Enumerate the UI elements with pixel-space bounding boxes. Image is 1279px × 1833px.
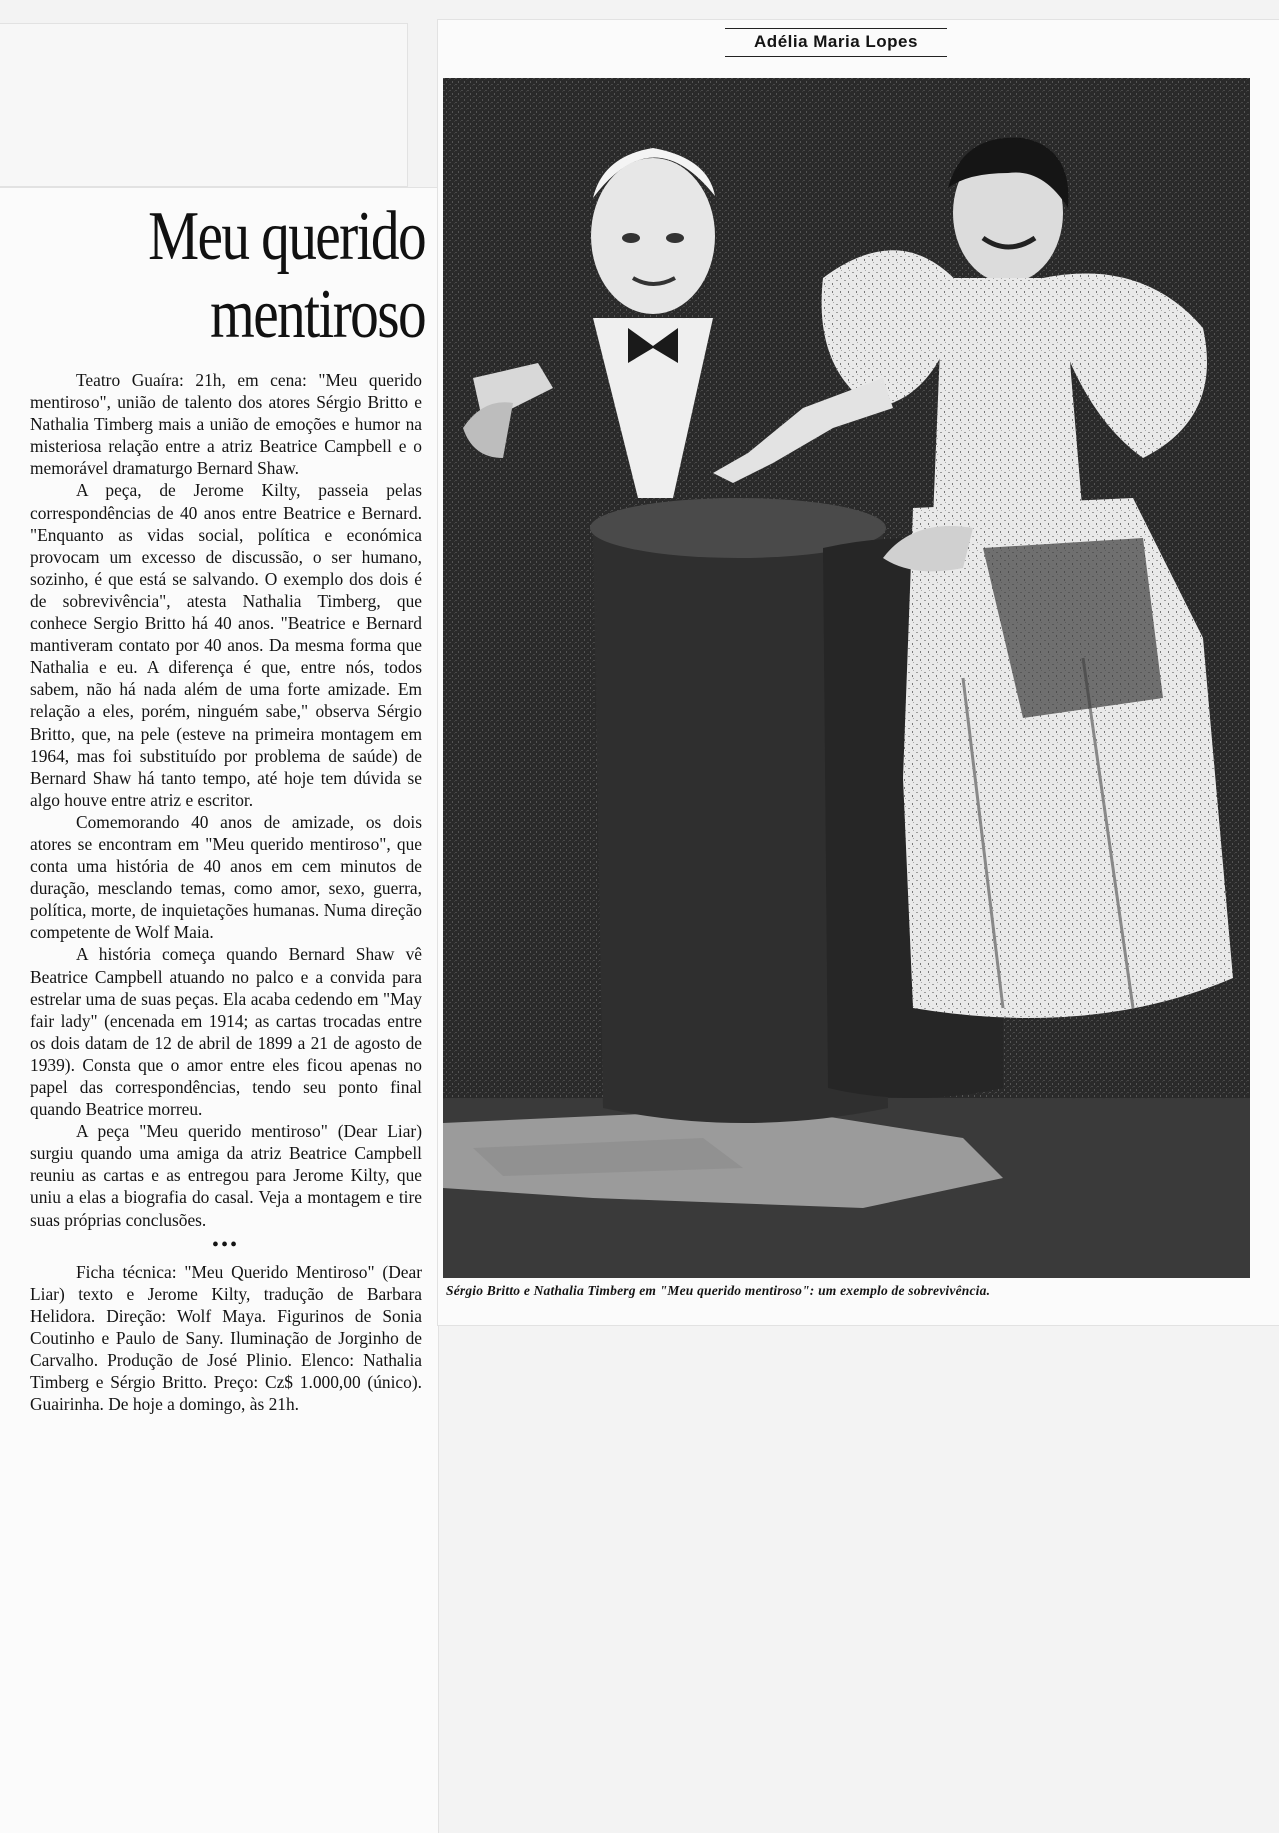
headline-line-2: mentiroso	[210, 276, 425, 353]
article-paragraph: A história começa quando Bernard Shaw vê Beatrice Campbell atuando no palco e a convida para estrelar uma de suas peças. Ela acaba cedendo em "May fair lady" (encenada em 1914; as cartas trocadas entre os dois datam de 12 de abril de 1899 a 21 de agosto de 1939). Consta que o amor entre eles ficou apenas no papel das correspondências, tendo seu ponto final quando Beatrice morreu.	[30, 944, 422, 1120]
article-body	[30, 369, 422, 1415]
headline	[126, 198, 425, 354]
article-paragraph: Comemorando 40 anos de amizade, os dois atores se encontram em "Meu querido mentiroso", que conta uma história de 40 anos em cem minutos de duração, mesclando temas, como amor, sexo, guerra, política, morte, de inquietações humanas. Numa direção competente de Wolf Maia.	[30, 811, 422, 943]
section-separator: •••	[212, 1233, 240, 1254]
stage-photo	[443, 78, 1250, 1278]
byline: Adélia Maria Lopes	[725, 28, 947, 57]
photo-caption: Sérgio Britto e Nathalia Timberg em "Meu querido mentiroso": um exemplo de sobrevivência.	[446, 1283, 991, 1298]
headline-line-1: Meu querido	[148, 198, 425, 275]
article-paragraph: A peça, de Jerome Kilty, passeia pelas correspondências de 40 anos entre Beatrice e Bernard. "Enquanto as vidas social, política e económica provocam um excesso de discussão, o ser humano, sozinho, é que está se salvando. O exemplo dos dois é de sobrevivência", atesta Nathalia Timberg, que conhece Sergio Britto há 40 anos. "Beatrice e Bernard mantiveram contato por 40 anos. Da mesma forma que Nathalia e eu. A diferença é que, entre nós, todos sabem, não há nada além de uma forte amizade. Em relação a eles, porém, ninguém sabe," observa Sérgio Britto, que, na pele (esteve na primeira montagem em 1964, mas foi substituído por problema de saúde) de Bernard Shaw há tanto tempo, até hoje tem dúvida se algo houve entre atriz e escritor.	[30, 480, 422, 810]
article-paragraph: Teatro Guaíra: 21h, em cena: "Meu querido mentiroso", união de talento dos atores Sérgio Britto e Nathalia Timberg mais a união de emoções e humor na misteriosa relação entre a atriz Beatrice Campbell e o memorável dramaturgo Bernard Shaw.	[30, 370, 422, 479]
article-paragraph: A peça "Meu querido mentiroso" (Dear Liar) surgiu quando uma amiga da atriz Beatrice Campbell reuniu as cartas e as entregou para Jerome Kilty, que uniu a elas a biografia do casal. Veja a montagem e tire suas próprias conclusões.	[30, 1121, 422, 1230]
clipping-top-blank	[0, 24, 407, 186]
stage-photo-illustration	[443, 78, 1250, 1278]
technical-sheet: Ficha técnica: "Meu Querido Mentiroso" (Dear Liar) texto e Jerome Kilty, tradução de Barbara Helidora. Direção: Wolf Maya. Figurinos de Sonia Coutinho e Paulo de Sany. Iluminação de Jorginho de Carvalho. Produção de José Plinio. Elenco: Nathalia Timberg e Sérgio Britto. Preço: Cz$ 1.000,00 (único). Guairinha. De hoje a domingo, às 21h.	[30, 1261, 422, 1415]
